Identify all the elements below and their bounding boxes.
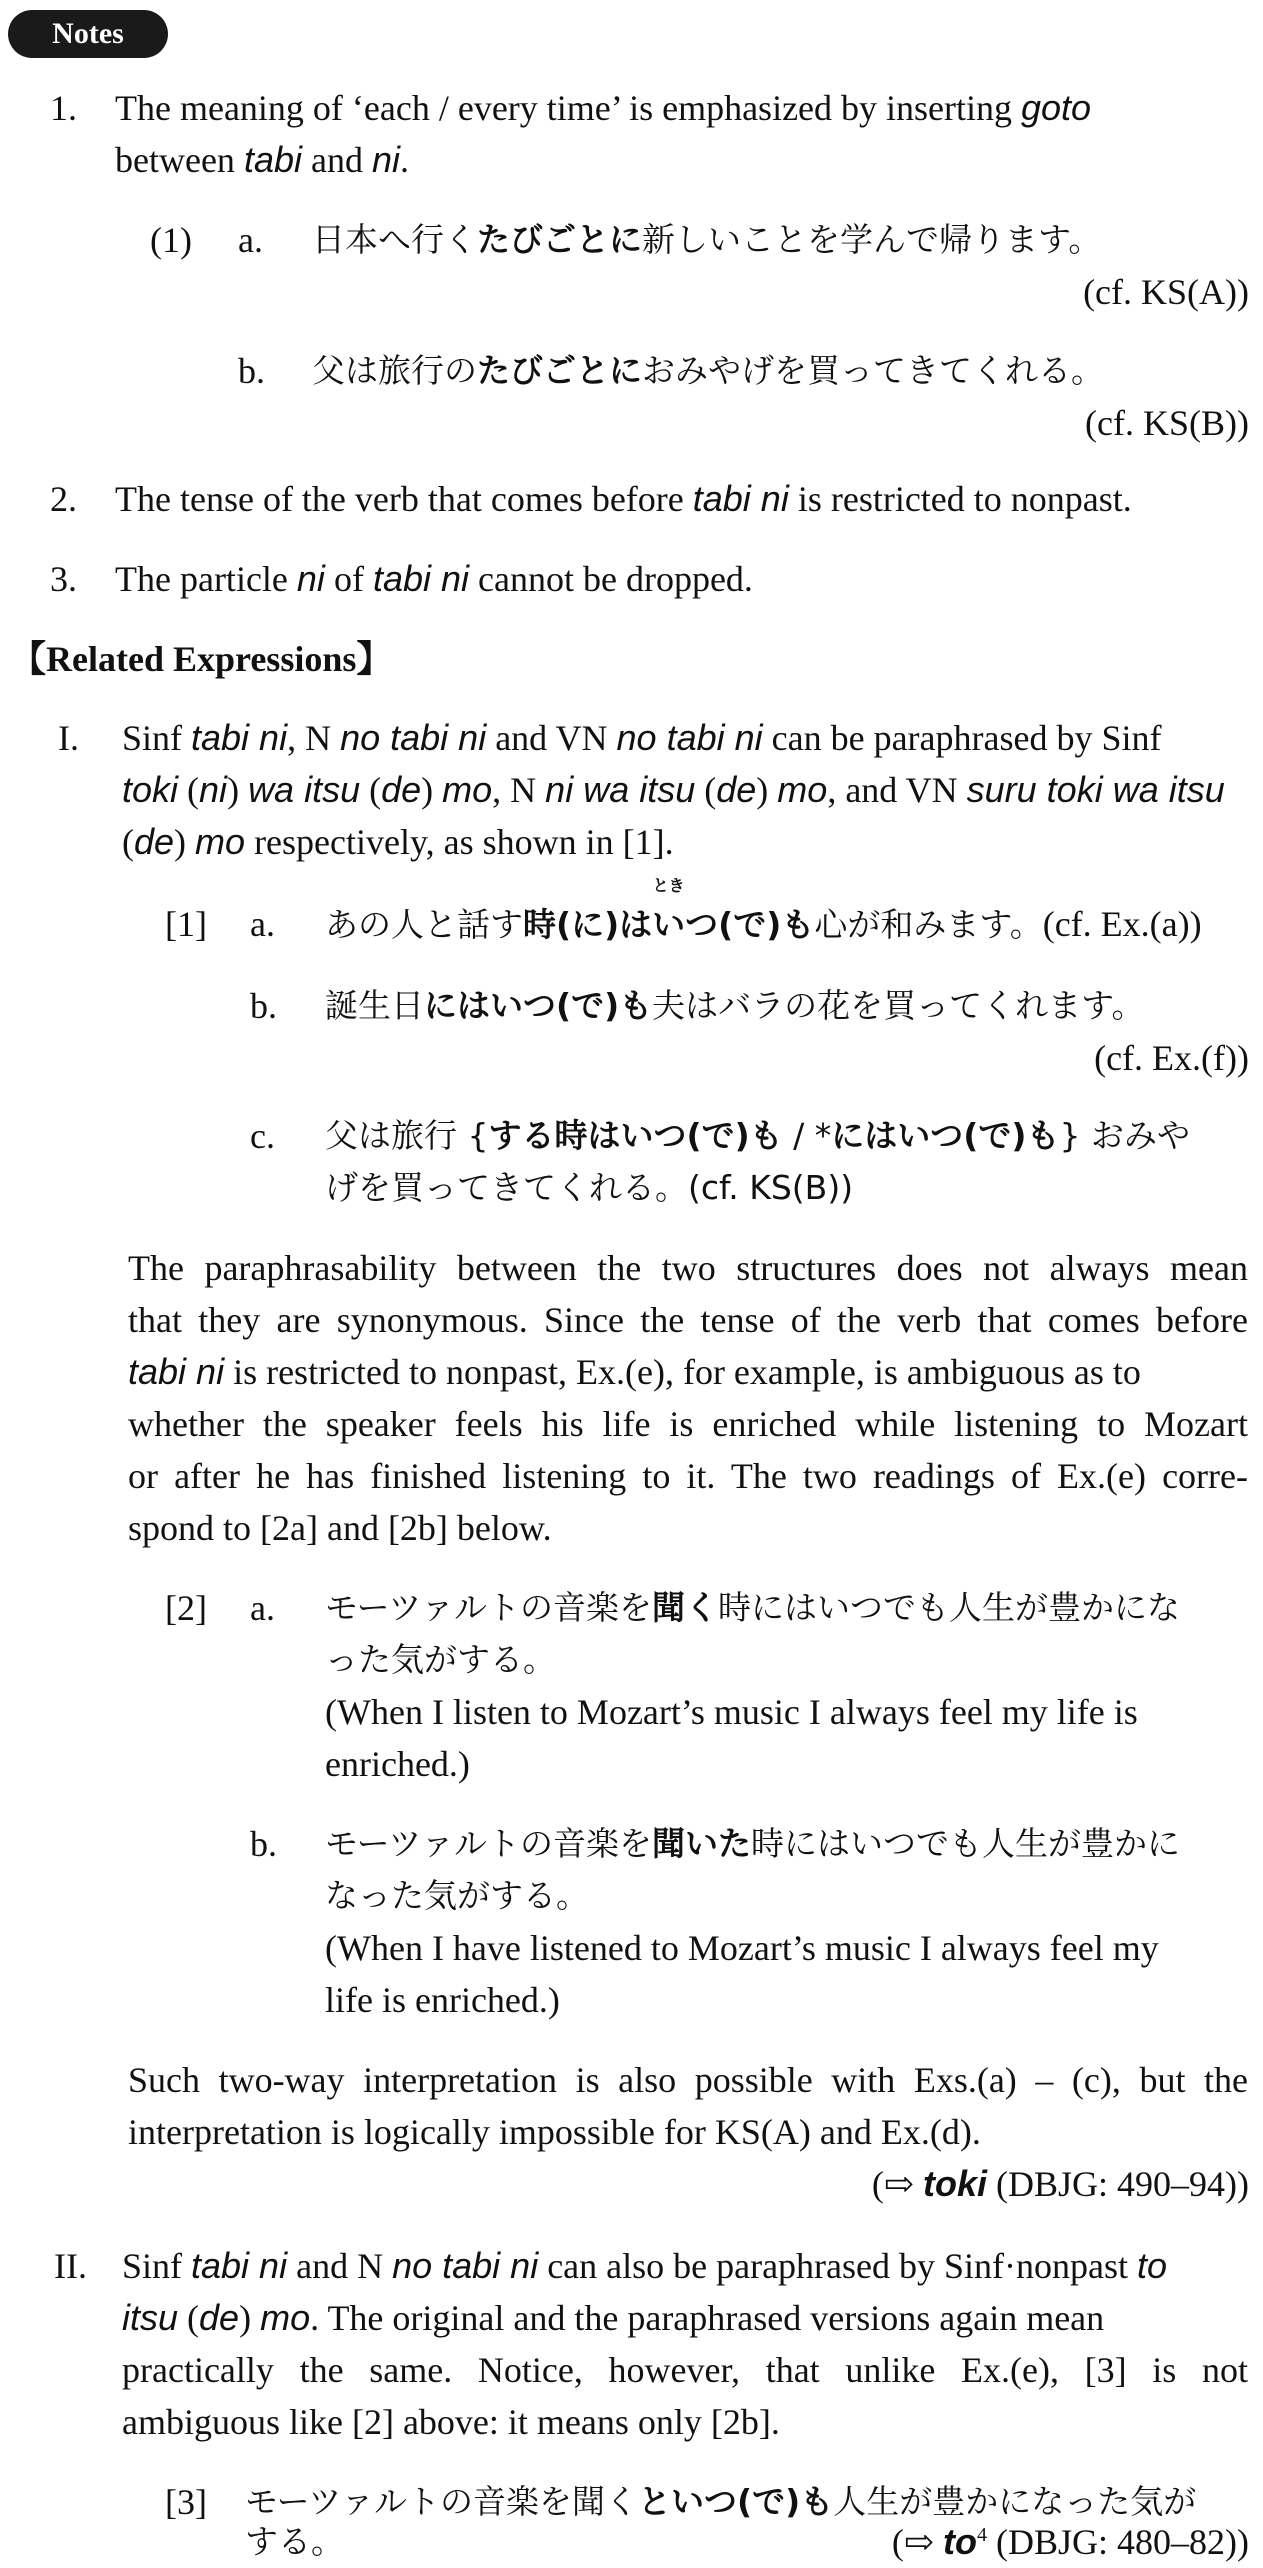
section-text: practically the same. Notice, however, that unlike Ex.(e), [3] is not xyxy=(122,2350,1248,2390)
note-text: The meaning of ‘each / every time’ is emphasized by inserting goto xyxy=(115,87,1092,128)
example-number: [1] xyxy=(165,904,207,944)
example-sentence: 父は旅行のたびごとにおみやげを買ってきてくれる。 xyxy=(312,351,1104,390)
section-text: (de) mo respectively, as shown in [1]. xyxy=(122,821,674,862)
paragraph-line: Such two-way interpretation is also possible with Exs.(a) – (c), but the xyxy=(128,2060,1248,2100)
example-translation: (When I have listened to Mozart’s music I always feel my xyxy=(325,1928,1159,1968)
example-sentence: 誕生日にはいつ(で)も夫はバラの花を買ってくれます。 xyxy=(325,986,1145,1025)
paragraph-line: or after he has finished listening to it. The two readings of Ex.(e) corre- xyxy=(128,1456,1248,1496)
example-label: a. xyxy=(250,904,275,944)
section-text: ambiguous like [2] above: it means only [2b]. xyxy=(122,2402,780,2442)
paragraph-line: interpretation is logically impossible for KS(A) and Ex.(d). xyxy=(128,2112,981,2152)
example-number: (1) xyxy=(150,220,192,260)
section-number: I. xyxy=(58,718,79,758)
section-number: II. xyxy=(54,2246,87,2286)
example-sentence: モーツァルトの音楽を聞いた時にはいつでも人生が豊かに xyxy=(325,1824,1181,1863)
example-translation: (When I listen to Mozart’s music I always feel my life is xyxy=(325,1692,1138,1732)
example-sentence: モーツァルトの音楽を聞くといつ(で)も人生が豊かになった気が xyxy=(245,2482,1197,2521)
example-sentence: する。 xyxy=(245,2522,344,2561)
note-number: 3. xyxy=(50,559,77,599)
example-label: a. xyxy=(250,1588,275,1628)
section-text: itsu (de) mo. The original and the paraphrased versions again mean xyxy=(122,2297,1105,2338)
example-label: c. xyxy=(250,1116,275,1156)
example-sentence: 父は旅行 {する時はいつ(で)も / *にはいつ(で)も} おみや xyxy=(325,1116,1190,1155)
example-sentence: げを買ってきてくれる。(cf. KS(B)) xyxy=(325,1168,854,1207)
example-sentence: なった気がする。 xyxy=(325,1876,589,1915)
note-text: between tabi and ni. xyxy=(115,139,409,180)
related-expressions-heading: 【Related Expressions】 xyxy=(10,639,393,679)
paragraph-line: that they are synonymous. Since the tense of the verb that comes before xyxy=(128,1300,1248,1340)
example-reference: (cf. Ex.(f)) xyxy=(1094,1038,1249,1078)
paragraph-line: spond to [2a] and [2b] below. xyxy=(128,1508,552,1548)
section-text: Sinf tabi ni, N no tabi ni and VN no tabi ni can be paraphrased by Sinf xyxy=(122,717,1162,758)
paragraph-line: whether the speaker feels his life is enriched while listening to Mozart xyxy=(128,1404,1248,1444)
example-sentence: モーツァルトの音楽を聞く時にはいつでも人生が豊かにな xyxy=(325,1588,1181,1627)
notes-badge: Notes xyxy=(8,10,168,58)
note-text: The tense of the verb that comes before tabi ni is restricted to nonpast. xyxy=(115,478,1132,519)
example-translation: life is enriched.) xyxy=(325,1980,560,2020)
note-number: 1. xyxy=(50,88,77,128)
section-text: Sinf tabi ni and N no tabi ni can also be paraphrased by Sinf·nonpast to xyxy=(122,2245,1168,2286)
example-label: a. xyxy=(238,220,263,260)
cross-reference: (⇨ toki (DBJG: 490–94)) xyxy=(871,2163,1249,2204)
example-reference: (cf. KS(A)) xyxy=(1083,272,1249,312)
cross-reference: (⇨ $to^4$ (DBJG: 480–82)) xyxy=(891,2521,1249,2562)
example-sentence: 日本へ行くたびごとに新しいことを学んで帰ります。 xyxy=(312,220,1102,259)
example-reference: (cf. KS(B)) xyxy=(1085,403,1249,443)
section-text: toki (ni) wa itsu (de) mo, N ni wa itsu (de) mo, and VN suru toki wa itsu xyxy=(122,769,1225,810)
example-sentence: あの人と話す とき 時(に)はいつ(で)も心が和みます。(cf. Ex.(a)) xyxy=(325,876,1202,944)
note-text: The particle ni of tabi ni cannot be dropped. xyxy=(115,558,753,599)
example-translation: enriched.) xyxy=(325,1744,470,1784)
example-label: b. xyxy=(250,986,277,1026)
paragraph-line: The paraphrasability between the two structures does not always mean xyxy=(128,1248,1248,1288)
example-number: [3] xyxy=(165,2482,207,2522)
furigana: とき xyxy=(652,876,685,895)
example-number: [2] xyxy=(165,1588,207,1628)
example-label: b. xyxy=(250,1824,277,1864)
paragraph-line: tabi ni is restricted to nonpast, Ex.(e), for example, is ambiguous as to xyxy=(128,1351,1141,1392)
example-label: b. xyxy=(238,351,265,391)
note-number: 2. xyxy=(50,479,77,519)
example-sentence: った気がする。 xyxy=(325,1640,556,1679)
